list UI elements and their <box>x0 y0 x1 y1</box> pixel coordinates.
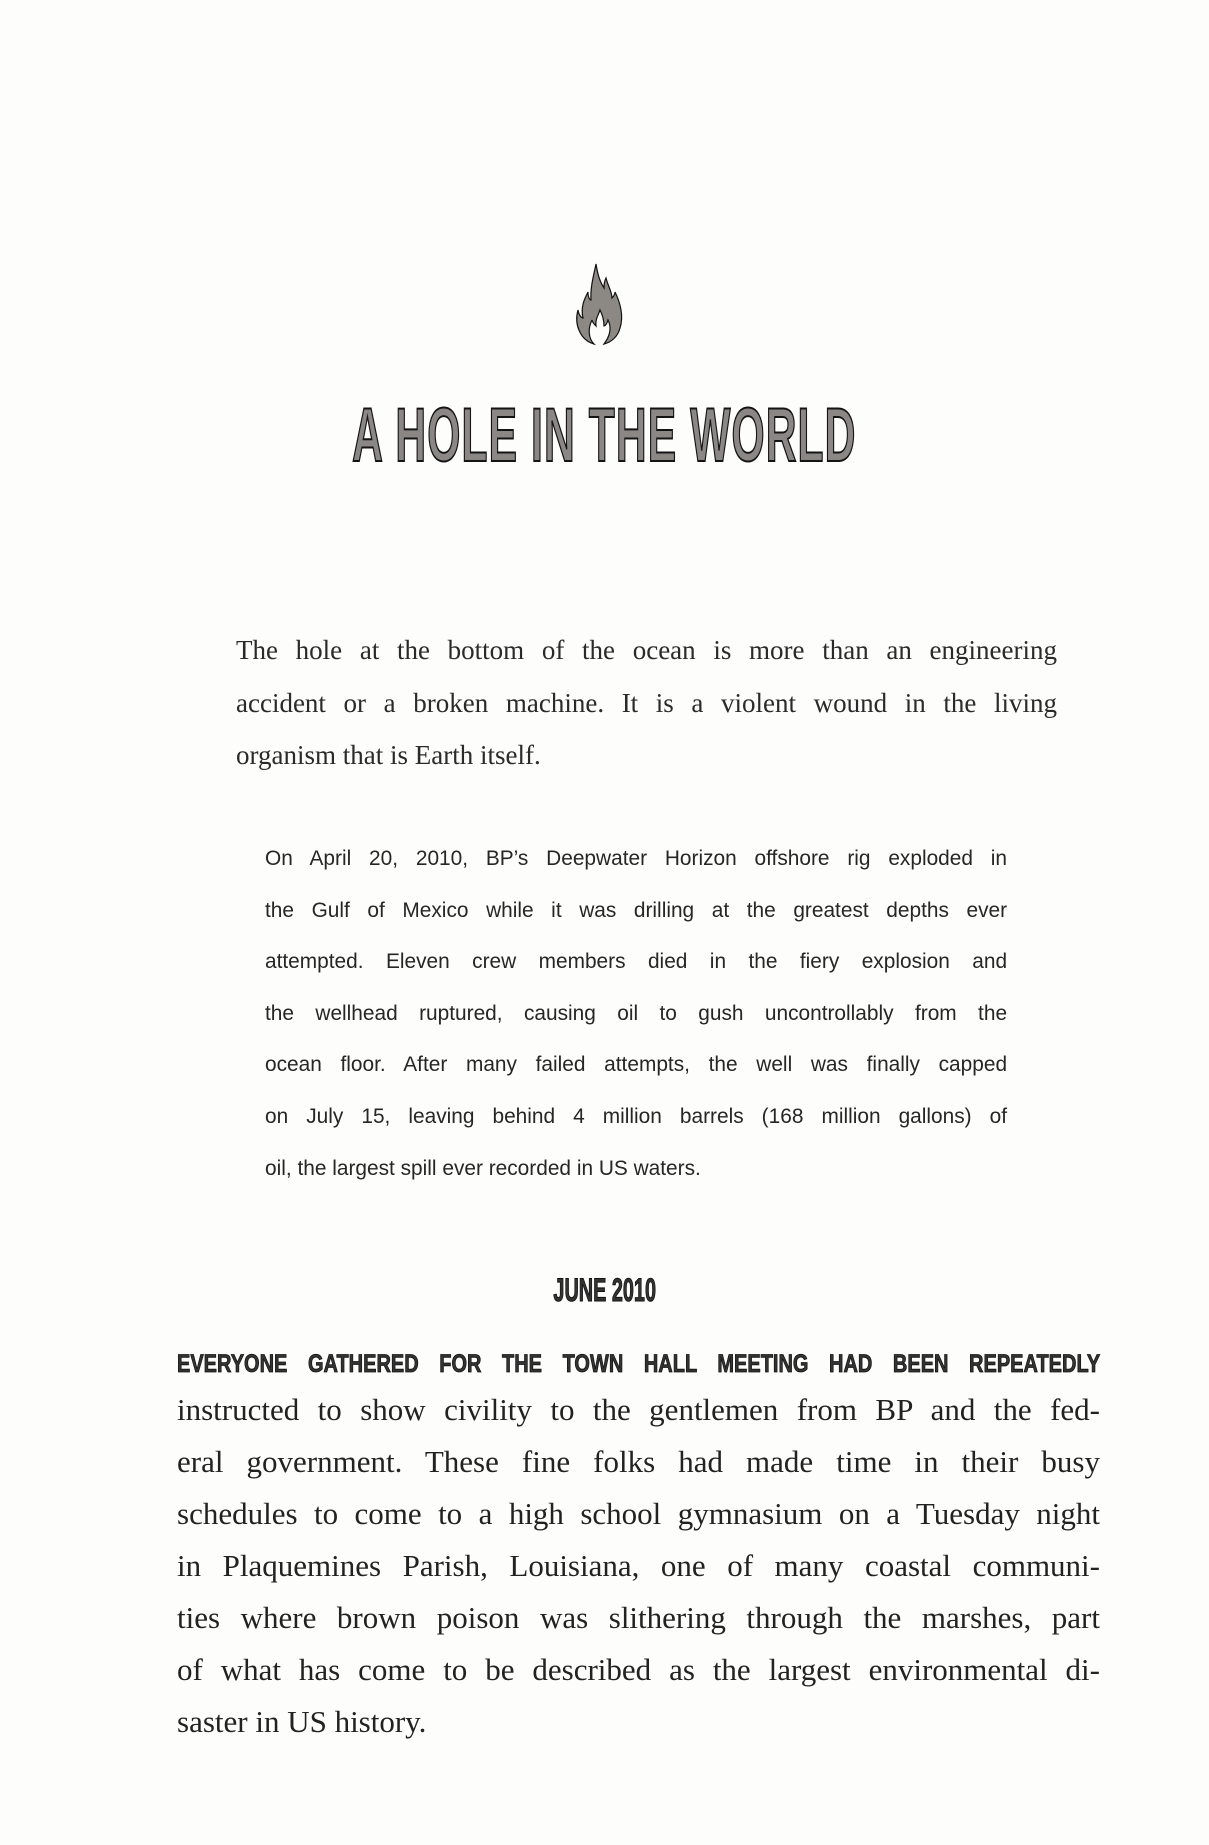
section-date: JUNE 2010 <box>553 1272 656 1308</box>
summary-line: oil, the largest spill ever recorded in US waters. <box>265 1155 701 1180</box>
chapter-title: A HOLE IN THE WORLD <box>352 393 857 478</box>
epigraph-line: organism that is Earth itself. <box>236 740 541 770</box>
summary-line: the wellhead ruptured, causing oil to gush uncontrollably from the <box>265 1000 1008 1025</box>
body-line: saster in US history. <box>177 1704 427 1739</box>
lead-in: EVERYONE GATHERED FOR THE TOWN HALL MEETING HAD BEEN REPEATEDLY <box>177 1350 1101 1378</box>
epigraph-line: accident or a broken machine. It is a violent wound in the living <box>236 687 1057 718</box>
body-paragraph <box>177 1384 1100 1748</box>
summary-line: On April 20, 2010, BP’s Deepwater Horizon offshore rig exploded in <box>265 846 1008 870</box>
summary-line: ocean floor. After many failed attempts, the well was finally capped <box>265 1052 1008 1077</box>
body-line: ties where brown poison was slithering through the marshes, part <box>177 1600 1100 1635</box>
body-line: of what has come to be described as the largest environmental di- <box>177 1652 1100 1687</box>
summary-paragraph <box>265 833 1030 1194</box>
body-line: in Plaquemines Parish, Louisiana, one of many coastal communi- <box>177 1548 1100 1583</box>
flame-icon <box>574 262 624 346</box>
epigraph <box>236 624 1057 782</box>
epigraph-line: The hole at the bottom of the ocean is more than an engineering <box>236 635 1057 665</box>
summary-line: on July 15, leaving behind 4 million barrels (168 million gallons) of <box>265 1103 1008 1128</box>
body-line: eral government. These fine folks had made time in their busy <box>177 1444 1100 1479</box>
body-line: schedules to come to a high school gymnasium on a Tuesday night <box>177 1496 1100 1531</box>
summary-line: attempted. Eleven crew members died in the fiery explosion and <box>265 949 1008 974</box>
summary-line: the Gulf of Mexico while it was drilling at the greatest depths ever <box>265 897 1008 922</box>
body-line: instructed to show civility to the gentlemen from BP and the fed- <box>177 1392 1100 1427</box>
